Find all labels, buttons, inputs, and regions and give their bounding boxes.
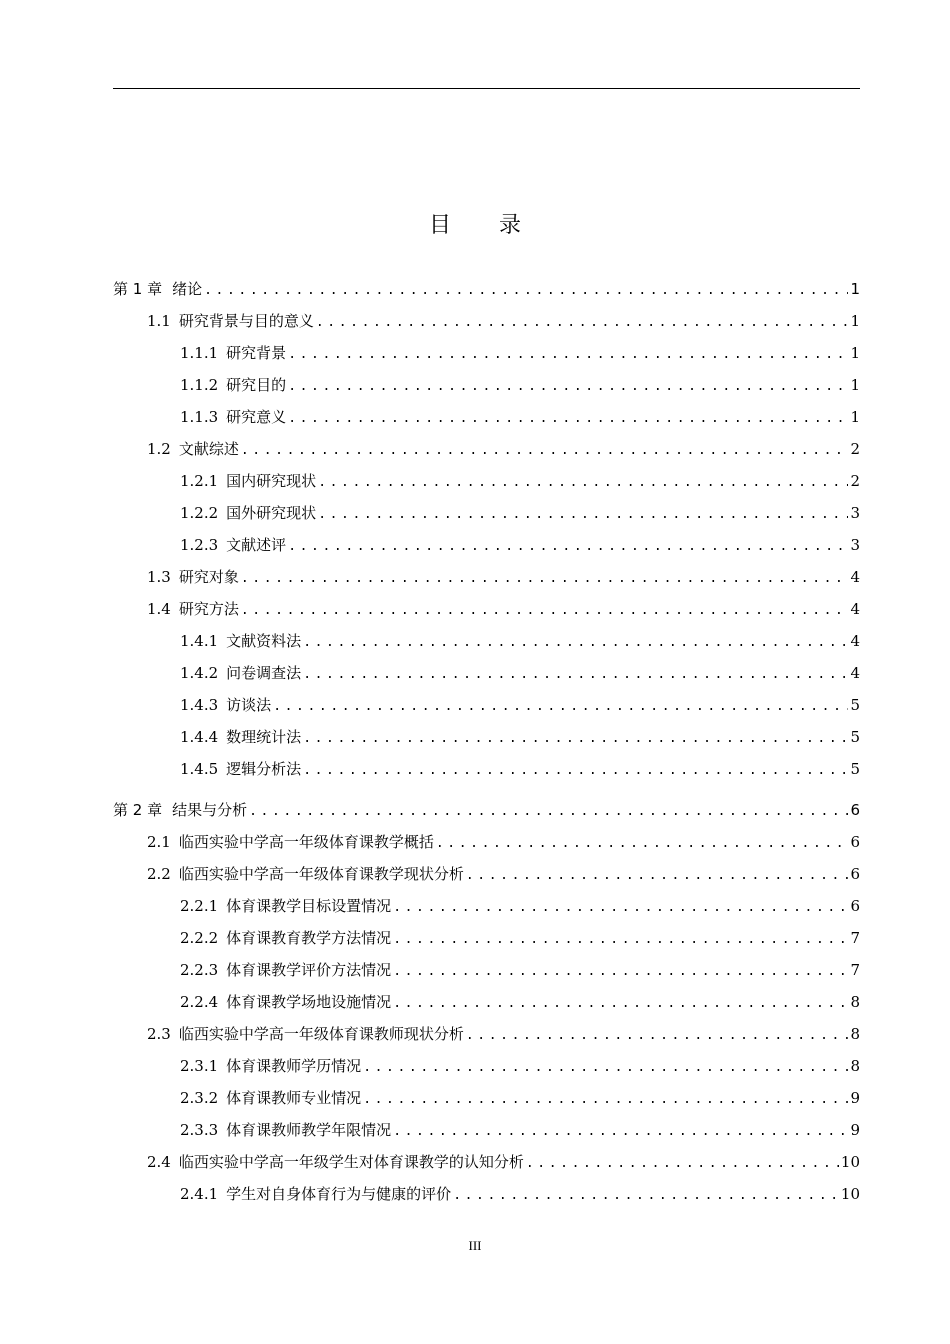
toc-entry[interactable] (180, 1182, 860, 1206)
toc-entry[interactable] (180, 757, 860, 781)
toc-entry-page: 10 (840, 1185, 860, 1203)
toc-entry-label: 逻辑分析法 (226, 760, 302, 778)
toc-entry-number: 1.1.3 (180, 408, 219, 426)
toc-leader-dots (466, 1024, 849, 1048)
toc-entry-page: 10 (840, 1153, 860, 1171)
toc-entry-page: 7 (850, 961, 860, 979)
toc-entry[interactable] (147, 597, 860, 621)
toc-leader-dots (241, 567, 849, 591)
toc-entry-label: 临西实验中学高一年级体育课教学现状分析 (178, 865, 464, 883)
page-title: 目录 (428, 213, 569, 238)
toc-entry[interactable] (180, 469, 860, 493)
toc-entry-number: 1.2.3 (180, 536, 219, 554)
toc-entry[interactable] (180, 629, 860, 653)
toc-entry-number: 2.3.1 (180, 1057, 219, 1075)
toc-entry[interactable] (147, 1022, 860, 1046)
toc-entry-number: 第 2 章 (113, 801, 163, 819)
toc-entry[interactable] (180, 1086, 860, 1110)
toc-leader-dots (273, 695, 848, 719)
toc-entry-label: 研究对象 (178, 568, 239, 586)
toc-entry[interactable] (180, 725, 860, 749)
toc-entry[interactable] (180, 341, 860, 365)
toc-entry-number: 1.4 (147, 600, 171, 618)
toc-entry-label: 国外研究现状 (226, 504, 317, 522)
toc-entry-page: 7 (850, 929, 860, 947)
toc-entry-label: 学生对自身体育行为与健康的评价 (226, 1185, 452, 1203)
toc-leader-dots (288, 535, 848, 559)
toc-entry-number: 2.3 (147, 1025, 171, 1043)
toc-entry-number: 1.4.2 (180, 664, 219, 682)
toc-entry[interactable] (147, 862, 860, 886)
toc-entry-label: 研究背景与目的意义 (178, 312, 314, 330)
toc-entry-label: 体育课教育教学方法情况 (226, 929, 392, 947)
toc-entry-number: 2.4 (147, 1153, 171, 1171)
toc-entry-number: 1.2.1 (180, 472, 219, 490)
toc-entry[interactable] (180, 990, 860, 1014)
toc-entry-page: 6 (850, 865, 860, 883)
header-rule (113, 88, 860, 89)
toc-entry-label: 体育课教师教学年限情况 (226, 1121, 392, 1139)
toc-entry-label: 研究目的 (226, 376, 287, 394)
toc-entry-page: 6 (850, 897, 860, 915)
toc-entry[interactable] (113, 277, 860, 301)
toc-entry[interactable] (180, 958, 860, 982)
toc-entry-page: 5 (850, 728, 860, 746)
toc-entry-page: 8 (850, 1025, 860, 1043)
toc-entry-number: 2.3.3 (180, 1121, 219, 1139)
toc-entry-page: 8 (850, 993, 860, 1011)
toc-entry-label: 体育课教师专业情况 (226, 1089, 362, 1107)
page-number: III (468, 1238, 482, 1253)
toc-entry-page: 5 (850, 696, 860, 714)
toc-entry-label: 临西实验中学高一年级体育课教学概括 (178, 833, 434, 851)
toc-entry[interactable] (147, 830, 860, 854)
toc-leader-dots (288, 375, 848, 399)
toc-leader-dots (363, 1056, 848, 1080)
toc-entry[interactable] (147, 309, 860, 333)
toc-entry-number: 1.1.1 (180, 344, 219, 362)
toc-entry[interactable] (147, 437, 860, 461)
toc-entry-page: 4 (850, 568, 860, 586)
toc-entry-number: 2.2.2 (180, 929, 219, 947)
toc-entry-number: 2.2 (147, 865, 171, 883)
toc-entry-page: 1 (850, 344, 860, 362)
toc-leader-dots (288, 407, 848, 431)
toc-entry-page: 1 (850, 408, 860, 426)
toc-entry-label: 文献综述 (178, 440, 239, 458)
toc-entry[interactable] (147, 1150, 860, 1174)
toc-leader-dots (288, 343, 848, 367)
toc-entry-page: 3 (850, 536, 860, 554)
toc-entry-label: 体育课教师学历情况 (226, 1057, 362, 1075)
toc-leader-dots (393, 1120, 848, 1144)
toc-entry-page: 6 (850, 833, 860, 851)
toc-entry[interactable] (180, 533, 860, 557)
toc-entry[interactable] (180, 1118, 860, 1142)
toc-entry-label: 研究背景 (226, 344, 287, 362)
toc-entry-page: 4 (850, 600, 860, 618)
toc-entry-number: 1.4.5 (180, 760, 219, 778)
toc-entry-label: 体育课教学目标设置情况 (226, 897, 392, 915)
toc-entry-page: 2 (850, 440, 860, 458)
toc-entry-number: 1.1.2 (180, 376, 219, 394)
toc-leader-dots (303, 631, 848, 655)
toc-entry-number: 2.2.4 (180, 993, 219, 1011)
toc-entry-label: 文献述评 (226, 536, 287, 554)
toc-entry-label: 研究方法 (178, 600, 239, 618)
toc-entry-label: 体育课教学评价方法情况 (226, 961, 392, 979)
toc-leader-dots (436, 832, 849, 856)
toc-leader-dots (453, 1184, 839, 1208)
toc-leader-dots (316, 311, 849, 335)
toc-entry-page: 2 (850, 472, 860, 490)
toc-entry-label: 体育课教学场地设施情况 (226, 993, 392, 1011)
toc-leader-dots (393, 992, 848, 1016)
toc-leader-dots (249, 800, 848, 824)
toc-entry-label: 国内研究现状 (226, 472, 317, 490)
toc-leader-dots (318, 471, 848, 495)
toc-leader-dots (303, 663, 848, 687)
toc-leader-dots (318, 503, 848, 527)
toc-entry-number: 1.4.3 (180, 696, 219, 714)
toc-entry-page: 8 (850, 1057, 860, 1075)
toc-entry-number: 2.2.3 (180, 961, 219, 979)
toc-entry-number: 2.1 (147, 833, 171, 851)
toc-entry-label: 研究意义 (226, 408, 287, 426)
toc-entry-page: 4 (850, 632, 860, 650)
toc-entry[interactable] (180, 661, 860, 685)
toc-leader-dots (466, 864, 849, 888)
toc-entry-page: 6 (850, 801, 860, 819)
toc-leader-dots (241, 599, 849, 623)
toc-entry[interactable] (180, 894, 860, 918)
toc-entry-page: 5 (850, 760, 860, 778)
toc-entry-number: 1.1 (147, 312, 171, 330)
toc-entry-page: 9 (850, 1121, 860, 1139)
toc-leader-dots (303, 759, 848, 783)
toc-entry[interactable] (180, 501, 860, 525)
toc-entry-label: 临西实验中学高一年级体育课教师现状分析 (178, 1025, 464, 1043)
toc-entry-label: 数理统计法 (226, 728, 302, 746)
toc-entry-number: 1.4.1 (180, 632, 219, 650)
toc-entry-number: 2.4.1 (180, 1185, 219, 1203)
toc-leader-dots (363, 1088, 848, 1112)
toc-entry[interactable] (113, 798, 860, 822)
toc-entry-number: 1.2 (147, 440, 171, 458)
toc-leader-dots (393, 896, 848, 920)
toc-entry-number: 2.3.2 (180, 1089, 219, 1107)
toc-entry-label: 文献资料法 (226, 632, 302, 650)
toc-entry-number: 第 1 章 (113, 280, 163, 298)
toc-entry[interactable] (180, 1054, 860, 1078)
toc-leader-dots (204, 279, 848, 303)
toc-entry[interactable] (180, 926, 860, 950)
toc-entry-label: 结果与分析 (172, 801, 248, 819)
toc-entry-number: 2.2.1 (180, 897, 219, 915)
toc-leader-dots (526, 1152, 839, 1176)
toc-entry-page: 1 (850, 376, 860, 394)
toc-leader-dots (393, 960, 848, 984)
toc-entry[interactable] (180, 373, 860, 397)
toc-entry-page: 4 (850, 664, 860, 682)
toc-entry[interactable] (180, 405, 860, 429)
toc-entry-number: 1.4.4 (180, 728, 219, 746)
toc-entry-page: 1 (850, 280, 860, 298)
toc-leader-dots (241, 439, 849, 463)
toc-entry-number: 1.2.2 (180, 504, 219, 522)
toc-entry[interactable] (147, 565, 860, 589)
toc-entry-label: 临西实验中学高一年级学生对体育课教学的认知分析 (178, 1153, 524, 1171)
toc-entry-label: 访谈法 (226, 696, 272, 714)
toc-entry-label: 问卷调查法 (226, 664, 302, 682)
toc-entry-page: 3 (850, 504, 860, 522)
toc-entry-label: 绪论 (172, 280, 203, 298)
toc-entry-page: 9 (850, 1089, 860, 1107)
toc-leader-dots (303, 727, 848, 751)
toc-leader-dots (393, 928, 848, 952)
toc-entry[interactable] (180, 693, 860, 717)
toc-entry-number: 1.3 (147, 568, 171, 586)
toc-entry-page: 1 (850, 312, 860, 330)
